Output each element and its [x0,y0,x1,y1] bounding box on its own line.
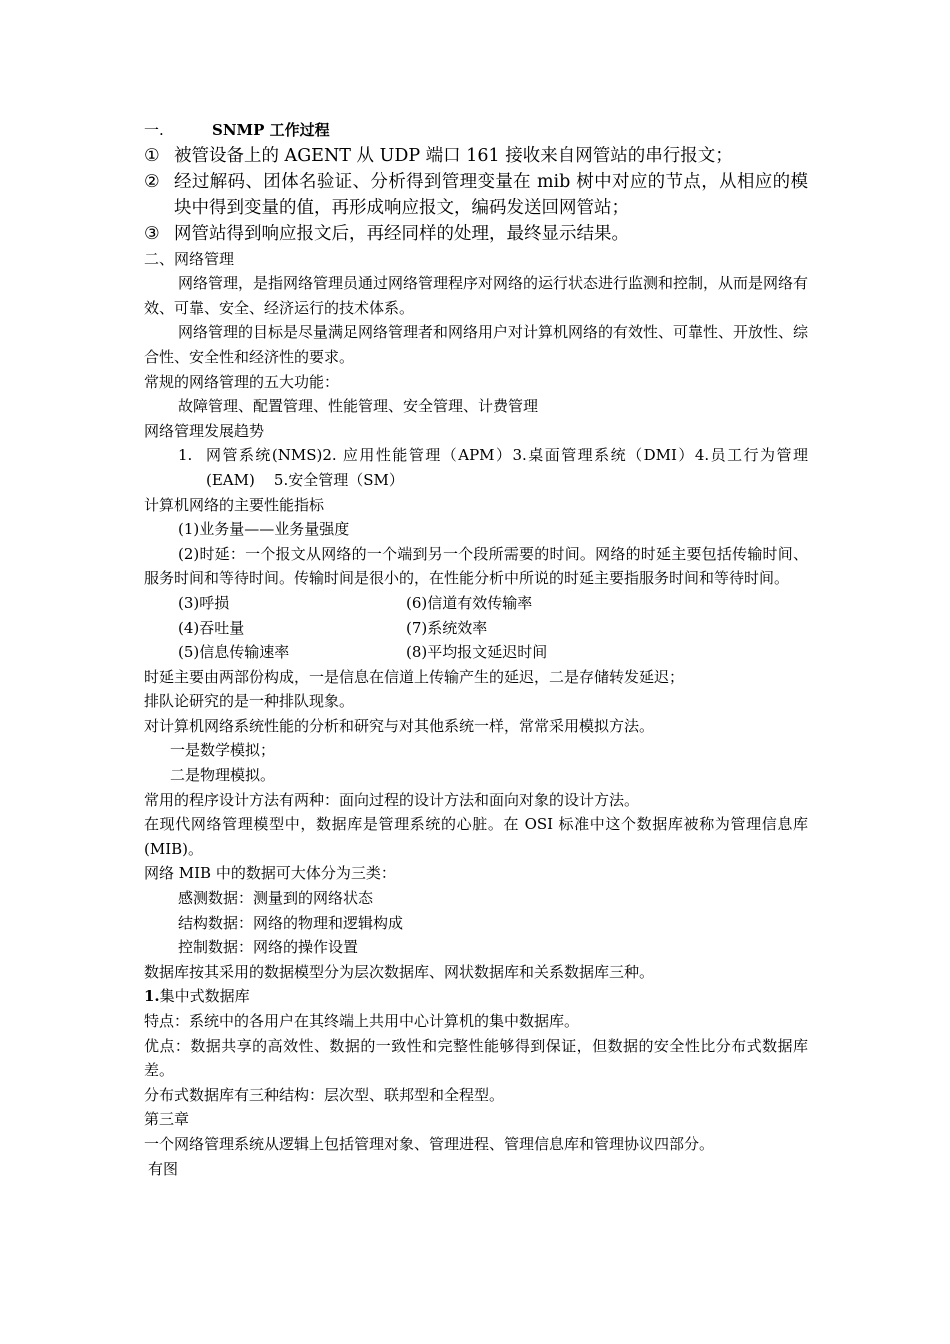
centralized-db-heading [144,984,808,1009]
perf-grid-row [144,640,808,665]
step-marker: ① [144,145,160,166]
delay-composition: 时延主要由两部份构成，一是信息在信道上传输产生的延迟，二是存储转发延迟； [144,667,685,686]
distributed-db-structures: 分布式数据库有三种结构：层次型、联邦型和全程型。 [144,1085,505,1104]
nm-definition: 网络管理，是指网络管理员通过网络管理程序对网络的运行状态进行监测和控制，从而是网络有效、可靠、安全、经济运行的技术体系。 [144,274,809,317]
perf-grid-cell: (6)信道有效传输率 [406,593,533,612]
trend-title: 网络管理发展趋势 [144,421,265,440]
simulation-method: 对计算机网络系统性能的分析和研究与对其他系统一样，常常采用模拟方法。 [144,716,655,735]
mib-class-control: 控制数据：网络的操作设置 [178,938,359,957]
centralized-db-title: 集中式数据库 [159,987,250,1006]
snmp-heading [144,118,808,143]
centralized-db-feature: 特点：系统中的各用户在其终端上共用中心计算机的集中数据库。 [144,1012,580,1030]
perf-grid-row [144,591,808,616]
centralized-db-number: 1. [144,987,160,1006]
five-functions-title: 常规的网络管理的五大功能： [144,372,340,391]
snmp-step-2 [144,169,808,221]
perf-grid-row [144,616,808,641]
programming-methods: 常用的程序设计方法有两种：面向过程的设计方法和面向对象的设计方法。 [144,790,640,809]
performance-title: 计算机网络的主要性能指标 [144,495,325,514]
trend-number: 1. [178,446,193,465]
mib-class-structure: 结构数据：网络的物理和逻辑构成 [178,913,404,932]
perf-item-2: (2)时延：一个报文从网络的一个端到另一个段所需要的时间。网络的时延主要包括传输时间、服务时间和等待时间。传输时间是很小的，在性能分析中所说的时延主要指服务时间和等待时间。 [144,544,808,588]
document-body [144,118,808,1181]
step-text: 网管站得到响应报文后，再经同样的处理，最终显示结果。 [174,223,629,244]
snmp-step-3 [144,221,808,247]
simulation-math: 一是数学模拟； [170,741,276,760]
perf-grid-cell: (8)平均报文延迟时间 [406,643,548,662]
chapter-three-heading: 第三章 [144,1110,190,1129]
snmp-heading-number: 一. [144,121,164,139]
queueing-theory: 排队论研究的是一种排队现象。 [144,692,355,711]
step-marker: ③ [144,223,160,244]
five-functions-list: 故障管理、配置管理、性能管理、安全管理、计费管理 [178,397,539,416]
figure-note: 有图 [148,1159,179,1178]
perf-grid-cell: (4)吞吐量 [178,618,245,637]
step-text: 经过解码、团体名验证、分析得到管理变量在 mib 树中对应的节点，从相应的模块中得到变量的值，再形成响应报文，编码发送回网管站； [174,171,808,218]
step-text: 被管设备上的 AGENT 从 UDP 端口 161 接收来自网管站的串行报文； [174,145,733,166]
nm-goal: 网络管理的目标是尽量满足网络管理者和网络用户对计算机网络的有效性、可靠性、开放性、综合性、安全性和经济性的要求。 [144,323,809,366]
chapter-three-text: 一个网络管理系统从逻辑上包括管理对象、管理进程、管理信息库和管理协议四部分。 [144,1134,715,1153]
database-types: 数据库按其采用的数据模型分为层次数据库、网状数据库和关系数据库三种。 [144,962,655,981]
trend-text: 网管系统(NMS)2. 应用性能管理（APM）3.桌面管理系统（DMI）4.员工行为管理(EAM) 5.安全管理（SM） [206,446,808,489]
perf-grid-cell: (5)信息传输速率 [178,643,290,662]
mib-definition: 在现代网络管理模型中，数据库是管理系统的心脏。在 OSI 标准中这个数据库被称为管理信息库(MIB)。 [144,815,808,858]
mib-class-sensing: 感测数据：测量到的网络状态 [178,889,374,908]
snmp-heading-text: SNMP 工作过程 [212,121,330,139]
perf-grid-cell: (3)呼损 [178,593,230,612]
step-marker: ② [144,171,160,192]
mib-classes-title: 网络 MIB 中的数据可大体分为三类： [144,864,396,883]
centralized-db-advantage: 优点：数据共享的高效性、数据的一致性和完整性能够得到保证，但数据的安全性比分布式数据库差。 [144,1036,808,1080]
network-management-heading: 二、网络管理 [144,249,235,268]
trend-item [144,443,808,492]
perf-item-1: (1)业务量——业务量强度 [178,520,350,539]
snmp-step-1 [144,143,808,169]
perf-grid-cell: (7)系统效率 [406,618,488,637]
simulation-physical: 二是物理模拟。 [170,766,276,785]
